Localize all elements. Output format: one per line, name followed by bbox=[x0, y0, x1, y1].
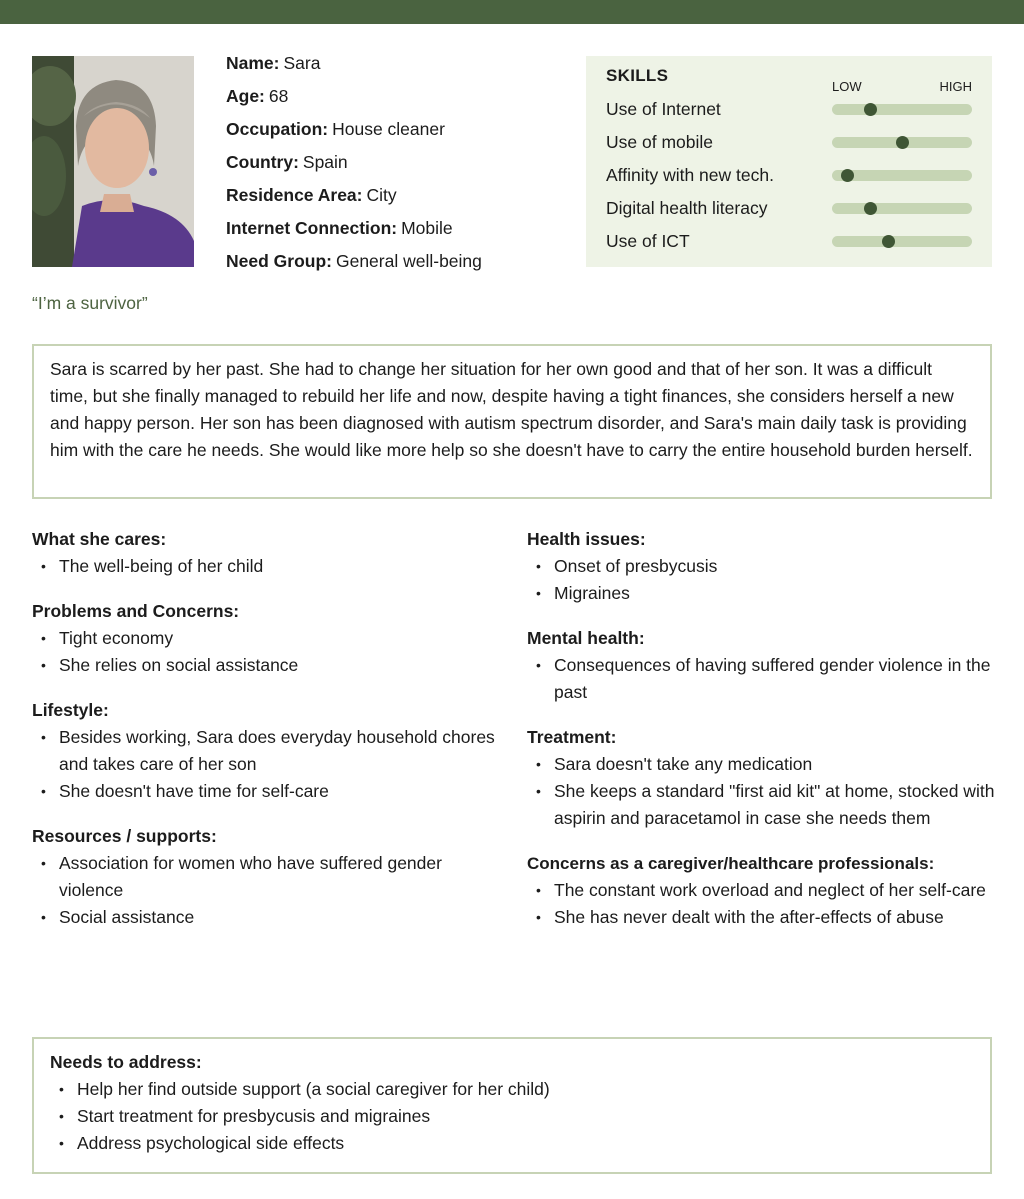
field-name bbox=[226, 50, 566, 83]
skills-high-label: HIGH bbox=[939, 79, 972, 94]
field-value: General well-being bbox=[335, 251, 482, 271]
bullet-list bbox=[32, 850, 502, 931]
bullet-list bbox=[527, 877, 1002, 931]
list-item: • The constant work overload and neglect of her self-care bbox=[527, 877, 1002, 904]
list-item: • She keeps a standard "first aid kit" at home, stocked with aspirin and paracetamol in case she needs them bbox=[527, 778, 1002, 832]
skills-low-label: LOW bbox=[832, 79, 862, 94]
skill-row bbox=[606, 164, 972, 186]
bullet-list bbox=[527, 751, 1002, 832]
skill-level-track bbox=[832, 170, 972, 181]
right-column bbox=[527, 526, 1002, 949]
skills-title: SKILLS bbox=[606, 66, 669, 85]
skill-level-track bbox=[832, 137, 972, 148]
skill-level-marker bbox=[841, 169, 854, 182]
skill-level-marker bbox=[882, 235, 895, 248]
skill-level-marker bbox=[864, 103, 877, 116]
skill-level-track bbox=[832, 203, 972, 214]
list-item: • Migraines bbox=[527, 580, 1002, 607]
list-item: • Association for women who have suffered gender violence bbox=[32, 850, 502, 904]
list-item: • She has never dealt with the after-effects of abuse bbox=[527, 904, 1002, 931]
list-item: • The well-being of her child bbox=[32, 553, 502, 580]
field-value: House cleaner bbox=[332, 119, 445, 139]
field-value: Mobile bbox=[401, 218, 453, 238]
persona-quote: “I’m a survivor” bbox=[32, 293, 148, 313]
list-item: • Tight economy bbox=[32, 625, 502, 652]
field-value: Spain bbox=[302, 152, 348, 172]
list-item: • Help her find outside support (a social caregiver for her child) bbox=[50, 1076, 974, 1103]
list-item: • Start treatment for presbycusis and migraines bbox=[50, 1103, 974, 1130]
skill-row bbox=[606, 230, 972, 252]
list-item: • Address psychological side effects bbox=[50, 1130, 974, 1157]
section-heading: Treatment: bbox=[527, 727, 617, 747]
section-heading: What she cares: bbox=[32, 529, 167, 549]
field-label: Internet Connection: bbox=[226, 218, 398, 238]
skill-name: Affinity with new tech. bbox=[606, 165, 774, 185]
skill-row bbox=[606, 131, 972, 153]
field-label: Age: bbox=[226, 86, 265, 106]
section-heading: Resources / supports: bbox=[32, 826, 217, 846]
bullet-list bbox=[32, 724, 502, 805]
section-heading: Mental health: bbox=[527, 628, 645, 648]
field-residence-area bbox=[226, 182, 566, 215]
list-item: • She doesn't have time for self-care bbox=[32, 778, 502, 805]
skill-name: Digital health literacy bbox=[606, 198, 768, 218]
field-value: Sara bbox=[283, 53, 321, 73]
bullet-list bbox=[32, 553, 502, 580]
portrait-image bbox=[32, 56, 194, 267]
skill-level-marker bbox=[864, 202, 877, 215]
field-value: 68 bbox=[268, 86, 289, 106]
skills-panel bbox=[586, 56, 992, 267]
field-label: Name: bbox=[226, 53, 280, 73]
list-item: • Besides working, Sara does everyday household chores and takes care of her son bbox=[32, 724, 502, 778]
needs-box bbox=[32, 1037, 992, 1174]
field-label: Residence Area: bbox=[226, 185, 363, 205]
skill-level-track bbox=[832, 236, 972, 247]
skill-row bbox=[606, 98, 972, 120]
section-heading: Concerns as a caregiver/healthcare professionals: bbox=[527, 854, 935, 873]
section-heading: Needs to address: bbox=[50, 1052, 202, 1072]
section-heading: Lifestyle: bbox=[32, 700, 109, 720]
field-country bbox=[226, 149, 566, 182]
profile-info bbox=[226, 50, 566, 281]
skill-level-track bbox=[832, 104, 972, 115]
list-item: • Social assistance bbox=[32, 904, 502, 931]
bullet-list bbox=[50, 1076, 974, 1157]
bullet-list bbox=[527, 553, 1002, 607]
skill-name: Use of ICT bbox=[606, 231, 690, 251]
field-internet-connection bbox=[226, 215, 566, 248]
list-item: • She relies on social assistance bbox=[32, 652, 502, 679]
field-value: City bbox=[366, 185, 397, 205]
left-column bbox=[32, 526, 502, 949]
skill-level-marker bbox=[896, 136, 909, 149]
field-label: Occupation: bbox=[226, 119, 329, 139]
list-item: • Onset of presbycusis bbox=[527, 553, 1002, 580]
skill-name: Use of mobile bbox=[606, 132, 713, 152]
field-age bbox=[226, 83, 566, 116]
bullet-list bbox=[527, 652, 1002, 706]
header-bar bbox=[0, 0, 1024, 24]
persona-photo bbox=[32, 56, 194, 267]
field-label: Need Group: bbox=[226, 251, 332, 271]
skill-row bbox=[606, 197, 972, 219]
field-label: Country: bbox=[226, 152, 299, 172]
list-item: • Sara doesn't take any medication bbox=[527, 751, 1002, 778]
persona-bio: Sara is scarred by her past. She had to change her situation for her own good and that of her son. It was a difficult time, but she finally managed to rebuild her life and now, despite having a tight finances, she considers herself a new and happy person. Her son has been diagnosed with autism spectrum disorder, and Sara's main daily task is providing him with the care he needs. She would like more help so she doesn't have to carry the entire household burden herself. bbox=[32, 344, 992, 499]
section-heading: Health issues: bbox=[527, 529, 646, 549]
field-need-group bbox=[226, 248, 566, 281]
skill-name: Use of Internet bbox=[606, 99, 721, 119]
field-occupation bbox=[226, 116, 566, 149]
bullet-list bbox=[32, 625, 502, 679]
section-heading: Problems and Concerns: bbox=[32, 601, 240, 621]
list-item: • Consequences of having suffered gender violence in the past bbox=[527, 652, 1002, 706]
